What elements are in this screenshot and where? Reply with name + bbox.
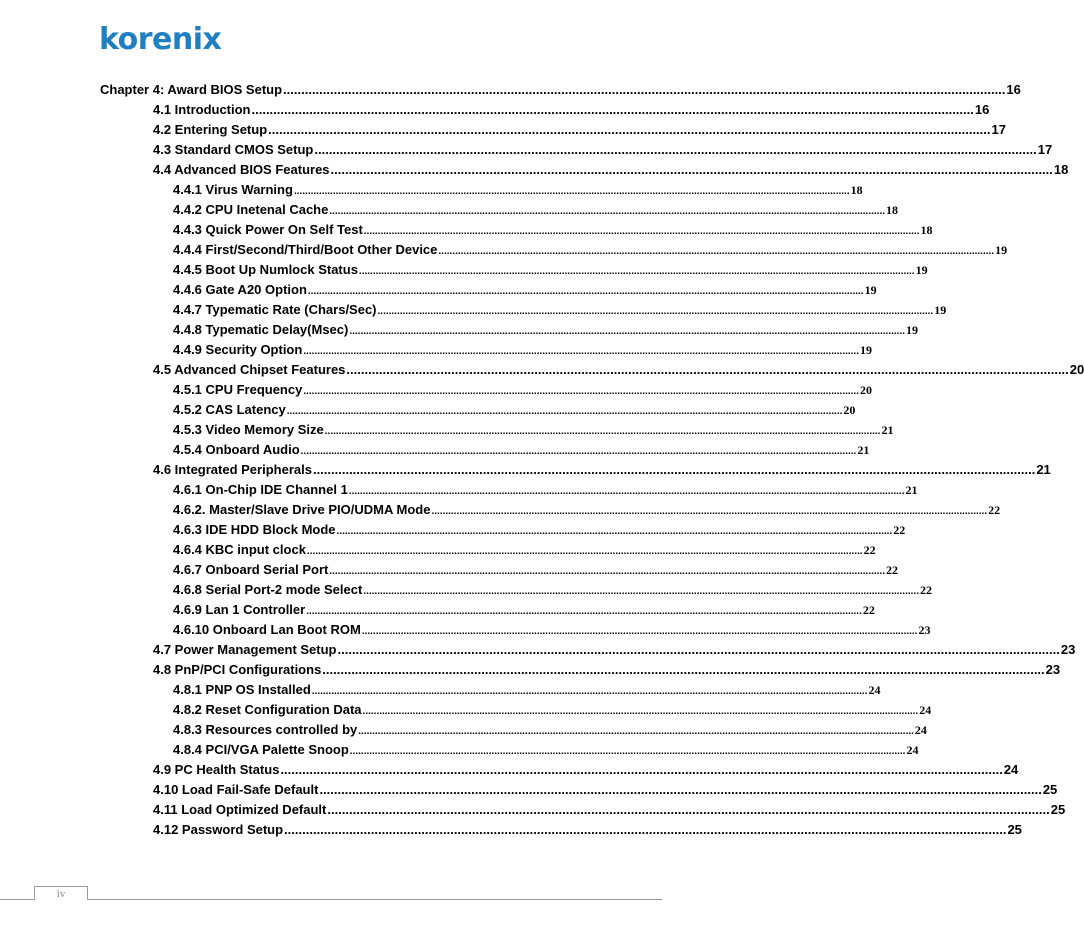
toc-entry-page: 19 — [860, 343, 872, 357]
toc-dot-leader: ........................................................................................................................................................................................................ — [358, 266, 915, 277]
toc-entry-page: 19 — [995, 243, 1008, 257]
toc-entry-title: 4.4.1 Virus Warning — [173, 182, 293, 197]
toc-entry-title: 4.4.4 First/Second/Third/Boot Other Device — [173, 242, 438, 257]
toc-entry[interactable] — [153, 100, 990, 120]
toc-dot-leader: ........................................................................................................................................................................................................ — [362, 706, 919, 717]
toc-entry-page: 19 — [864, 283, 877, 297]
toc-entry-page: 21 — [857, 443, 870, 457]
toc-entry-page: 22 — [988, 503, 1001, 517]
toc-entry[interactable] — [173, 180, 863, 200]
toc-entry[interactable] — [173, 260, 928, 280]
toc-entry-title: 4.6.1 On-Chip IDE Channel 1 — [173, 482, 348, 497]
toc-entry-page: 22 — [886, 563, 898, 577]
toc-entry-title: 4.12 Password Setup — [153, 822, 284, 837]
toc-entry[interactable] — [173, 520, 906, 540]
toc-dot-leader: ........................................................................................................................................................................................................ — [337, 642, 1060, 657]
toc-entry[interactable] — [173, 540, 876, 560]
toc-entry[interactable] — [153, 780, 1058, 800]
toc-entry-page: 20 — [843, 403, 856, 417]
toc-entry[interactable] — [173, 200, 899, 220]
toc-entry[interactable] — [173, 580, 932, 600]
toc-entry[interactable] — [173, 700, 932, 720]
toc-dot-leader: ........................................................................................................................................................................................................ — [280, 762, 1003, 777]
toc-dot-leader: ........................................................................................................................................................................................................ — [314, 142, 1037, 157]
toc-entry[interactable] — [173, 600, 875, 620]
toc-entry-page: 16 — [1006, 82, 1021, 97]
toc-entry[interactable] — [173, 340, 872, 360]
toc-dot-leader: ........................................................................................................................................................................................................ — [307, 286, 864, 297]
toc-entry-title: 4.1 Introduction — [153, 102, 251, 117]
toc-entry-page: 17 — [991, 122, 1006, 137]
toc-entry[interactable] — [153, 460, 1051, 480]
toc-entry-title: 4.10 Load Fail-Safe Default — [153, 782, 319, 797]
toc-entry[interactable] — [173, 680, 881, 700]
toc-entry-page: 16 — [974, 102, 990, 117]
toc-entry-title: 4.5 Advanced Chipset Features — [153, 362, 346, 377]
toc-entry-page: 23 — [918, 623, 931, 637]
toc-entry-title: 4.11 Load Optimized Default — [153, 802, 327, 817]
toc-entry[interactable] — [173, 400, 856, 420]
toc-entry[interactable] — [153, 760, 1019, 780]
toc-entry-title: 4.6.7 Onboard Serial Port — [173, 562, 329, 577]
toc-dot-leader: ........................................................................................................................................................................................................ — [303, 386, 859, 397]
toc-entry[interactable] — [173, 300, 947, 320]
toc-entry-title: 4.8 PnP/PCI Configurations — [153, 662, 322, 677]
toc-entry[interactable] — [173, 440, 870, 460]
toc-entry-title: 4.6.4 KBC input clock — [173, 542, 306, 557]
toc-dot-leader: ........................................................................................................................................................................................................ — [349, 746, 906, 757]
toc-dot-leader: ........................................................................................................................................................................................................ — [268, 122, 991, 137]
toc-dot-leader: ........................................................................................................................................................................................................ — [322, 662, 1045, 677]
toc-entry-page: 19 — [934, 303, 947, 317]
toc-entry-title: Chapter 4: Award BIOS Setup — [100, 82, 283, 97]
toc-dot-leader: ........................................................................................................................................................................................................ — [293, 186, 850, 197]
toc-dot-leader: ........................................................................................................................................................................................................ — [303, 346, 859, 357]
toc-dot-leader: ........................................................................................................................................................................................................ — [346, 362, 1069, 377]
toc-entry-page: 25 — [1007, 822, 1022, 837]
toc-entry-title: 4.4.6 Gate A20 Option — [173, 282, 307, 297]
toc-entry[interactable] — [173, 620, 931, 640]
toc-entry-page: 17 — [1037, 142, 1053, 157]
toc-entry-title: 4.3 Standard CMOS Setup — [153, 142, 314, 157]
toc-entry-page: 21 — [905, 483, 918, 497]
toc-entry[interactable] — [173, 420, 894, 440]
toc-entry-title: 4.5.1 CPU Frequency — [173, 382, 303, 397]
toc-dot-leader: ........................................................................................................................................................................................................ — [251, 102, 974, 117]
toc-entry-page: 23 — [1045, 662, 1061, 677]
toc-dot-leader: ........................................................................................................................................................................................................ — [361, 626, 918, 637]
toc-dot-leader: ........................................................................................................................................................................................................ — [306, 546, 863, 557]
toc-dot-leader: ........................................................................................................................................................................................................ — [311, 686, 868, 697]
toc-entry[interactable] — [173, 240, 1008, 260]
toc-entry[interactable] — [153, 820, 1022, 840]
toc-entry[interactable] — [153, 640, 1076, 660]
toc-entry[interactable] — [153, 800, 1066, 820]
toc-entry-title: 4.5.3 Video Memory Size — [173, 422, 324, 437]
toc-dot-leader: ........................................................................................................................................................................................................ — [377, 306, 934, 317]
toc-entry[interactable] — [173, 320, 919, 340]
footer-page-number: iv — [56, 888, 66, 900]
toc-entry[interactable] — [173, 380, 872, 400]
toc-dot-leader: ........................................................................................................................................................................................................ — [348, 486, 905, 497]
toc-entry-page: 18 — [886, 203, 899, 217]
toc-entry-title: 4.4.7 Typematic Rate (Chars/Sec) — [173, 302, 377, 317]
toc-dot-leader: ........................................................................................................................................................................................................ — [438, 246, 995, 257]
toc-entry-title: 4.6 Integrated Peripherals — [153, 462, 312, 477]
toc-entry[interactable] — [173, 280, 877, 300]
toc-entry-title: 4.6.10 Onboard Lan Boot ROM — [173, 622, 361, 637]
toc-entry-page: 22 — [863, 543, 876, 557]
toc-dot-leader: ........................................................................................................................................................................................................ — [358, 726, 914, 737]
toc-entry[interactable] — [173, 220, 933, 240]
toc-dot-leader: ........................................................................................................................................................................................................ — [330, 162, 1053, 177]
toc-entry-title: 4.8.2 Reset Configuration Data — [173, 702, 362, 717]
korenix-logo: korenix — [99, 22, 222, 57]
toc-entry-title: 4.5.2 CAS Latency — [173, 402, 286, 417]
toc-entry-page: 24 — [1003, 762, 1019, 777]
toc-entry-title: 4.6.8 Serial Port-2 mode Select — [173, 582, 363, 597]
toc-entry-page: 18 — [1053, 162, 1069, 177]
toc-entry-page: 21 — [881, 423, 894, 437]
toc-entry-page: 22 — [893, 523, 906, 537]
toc-entry-page: 22 — [862, 603, 875, 617]
toc-entry-page: 21 — [1036, 462, 1051, 477]
toc-entry-page: 19 — [915, 263, 928, 277]
toc-dot-leader: ........................................................................................................................................................................................................ — [329, 206, 886, 217]
toc-entry[interactable] — [100, 80, 1021, 100]
toc-entry[interactable] — [153, 120, 1006, 140]
toc-entry-page: 25 — [1042, 782, 1058, 797]
toc-entry-title: 4.4.2 CPU Inetenal Cache — [173, 202, 329, 217]
toc-dot-leader: ........................................................................................................................................................................................................ — [312, 462, 1036, 477]
toc-entry-title: 4.8.3 Resources controlled by — [173, 722, 358, 737]
toc-entry[interactable] — [153, 660, 1061, 680]
footer-divider — [0, 899, 662, 900]
toc-dot-leader: ........................................................................................................................................................................................................ — [324, 426, 881, 437]
toc-dot-leader: ........................................................................................................................................................................................................ — [283, 82, 1006, 97]
toc-entry-title: 4.5.4 Onboard Audio — [173, 442, 300, 457]
toc-entry[interactable] — [173, 480, 918, 500]
toc-entry-page: 25 — [1050, 802, 1066, 817]
toc-entry-title: 4.4.3 Quick Power On Self Test — [173, 222, 363, 237]
toc-entry-page: 19 — [906, 323, 919, 337]
toc-entry[interactable] — [153, 140, 1053, 160]
toc-entry[interactable] — [173, 500, 1001, 520]
toc-entry-page: 24 — [919, 703, 932, 717]
toc-entry-title: 4.7 Power Management Setup — [153, 642, 337, 657]
toc-dot-leader: ........................................................................................................................................................................................................ — [327, 802, 1050, 817]
toc-entry-page: 20 — [1069, 362, 1084, 377]
toc-dot-leader: ........................................................................................................................................................................................................ — [363, 586, 919, 597]
toc-entry-page: 24 — [914, 723, 927, 737]
toc-entry[interactable] — [153, 360, 1084, 380]
toc-entry-page: 20 — [860, 383, 872, 397]
toc-entry-page: 22 — [919, 583, 932, 597]
toc-dot-leader: ........................................................................................................................................................................................................ — [336, 526, 893, 537]
toc-entry-page: 18 — [920, 223, 933, 237]
toc-dot-leader: ........................................................................................................................................................................................................ — [286, 406, 843, 417]
toc-entry[interactable] — [153, 160, 1069, 180]
toc-entry[interactable] — [173, 720, 927, 740]
toc-entry-title: 4.6.2. Master/Slave Drive PIO/UDMA Mode — [173, 502, 431, 517]
toc-entry[interactable] — [173, 740, 919, 760]
toc-dot-leader: ........................................................................................................................................................................................................ — [431, 506, 988, 517]
toc-dot-leader: ........................................................................................................................................................................................................ — [363, 226, 920, 237]
toc-dot-leader: ........................................................................................................................................................................................................ — [306, 606, 862, 617]
toc-dot-leader: ........................................................................................................................................................................................................ — [300, 446, 857, 457]
toc-entry-page: 18 — [850, 183, 863, 197]
toc-entry-title: 4.4.5 Boot Up Numlock Status — [173, 262, 358, 277]
toc-entry-title: 4.4.9 Security Option — [173, 342, 303, 357]
toc-entry-title: 4.4 Advanced BIOS Features — [153, 162, 330, 177]
toc-entry-title: 4.8.1 PNP OS Installed — [173, 682, 311, 697]
toc-entry-title: 4.6.3 IDE HDD Block Mode — [173, 522, 336, 537]
toc-dot-leader: ........................................................................................................................................................................................................ — [319, 782, 1042, 797]
toc-entry-page: 24 — [868, 683, 881, 697]
toc-entry-title: 4.2 Entering Setup — [153, 122, 268, 137]
toc-entry[interactable] — [173, 560, 898, 580]
toc-entry-page: 23 — [1060, 642, 1076, 657]
toc-entry-title: 4.8.4 PCI/VGA Palette Snoop — [173, 742, 349, 757]
toc-entry-title: 4.4.8 Typematic Delay(Msec) — [173, 322, 349, 337]
toc-dot-leader: ........................................................................................................................................................................................................ — [349, 326, 906, 337]
toc-dot-leader: ........................................................................................................................................................................................................ — [284, 822, 1007, 837]
toc-entry-title: 4.9 PC Health Status — [153, 762, 280, 777]
toc-entry-title: 4.6.9 Lan 1 Controller — [173, 602, 306, 617]
toc-dot-leader: ........................................................................................................................................................................................................ — [329, 566, 885, 577]
toc-entry-page: 24 — [906, 743, 919, 757]
